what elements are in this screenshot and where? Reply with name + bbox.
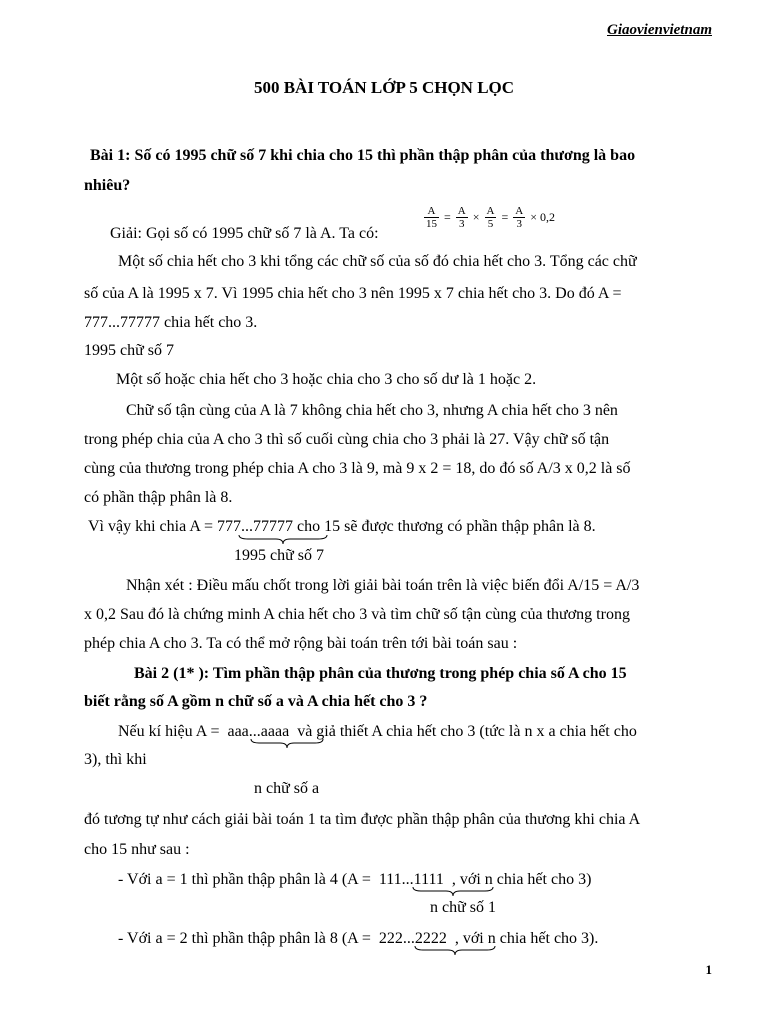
paragraph-line (88, 517, 596, 537)
paragraph-line: cùng của thương trong phép chia A cho 3 là 9, mà 9 x 2 = 18, do đó số A/3 x 0,2 là số (84, 460, 631, 477)
braced-number: 111...1111 (378, 871, 444, 888)
header-brand: Giaovienvietnam (607, 22, 712, 38)
problem2-line1: Bài 2 (1* ): Tìm phần thập phân của thương trong phép chia số A cho 15 (134, 665, 627, 682)
fraction-denominator: 15 (426, 218, 437, 230)
paragraph-line: số của A là 1995 x 7. Vì 1995 chia hết cho 3 nên 1995 x 7 chia hết cho 3. Do đó A = (84, 285, 622, 302)
text-segment: , với n chia hết cho 3) (451, 871, 592, 888)
text-segment: - Với a = 1 thì phần thập phân là 4 (A = (118, 871, 371, 888)
paragraph-line: có phần thập phân là 8. (84, 489, 233, 506)
underbrace (412, 886, 494, 898)
paragraph-line: Một số chia hết cho 3 khi tổng các chữ số của số đó chia hết cho 3. Tổng các chữ (118, 253, 637, 270)
paragraph-line: Chữ số tận cùng của A là 7 không chia hết cho 3, nhưng A chia hết cho 3 nên (126, 402, 618, 419)
underbrace (238, 534, 328, 546)
paragraph-line: Một số hoặc chia hết cho 3 hoặc chia cho 3 cho số dư là 1 hoặc 2. (116, 371, 537, 388)
paragraph-line (118, 722, 637, 742)
text-segment: 7 cho 15 sẽ được thương có phần thập phân là 8. (285, 518, 596, 535)
paragraph-line: trong phép chia của A cho 3 thì số cuối cùng chia cho 3 phải là 27. Vậy chữ số tận (84, 431, 610, 448)
equals-sign: = (501, 210, 509, 224)
formula (424, 205, 556, 230)
paragraph-line: phép chia A cho 3. Ta có thể mở rộng bài toán trên tới bài toán sau : (84, 635, 518, 652)
paragraph-line: 777...77777 chia hết cho 3. (84, 314, 258, 331)
braced-number: aaa...aaaa (227, 723, 290, 740)
times-factor: × 0,2 (530, 210, 555, 224)
paragraph-line: đó tương tự như cách giải bài toán 1 ta tìm được phần thập phân của thương khi chia A (84, 811, 641, 828)
paragraph-line: Nhận xét : Điều mấu chốt trong lời giải bài toán trên là việc biến đổi A/15 = A/3 (126, 577, 640, 594)
solution1-intro: Giải: Gọi số có 1995 chữ số 7 là A. Ta có: (110, 225, 379, 242)
paragraph-line: cho 15 như sau : (84, 841, 190, 858)
problem1-line2: nhiêu? (84, 177, 131, 194)
paragraph-line: 1995 chữ số 7 (84, 342, 174, 359)
underbrace-label: n chữ số 1 (430, 899, 496, 916)
fraction-denominator: 3 (459, 218, 465, 230)
text-segment: - Với a = 2 thì phần thập phân là 8 (A = (118, 930, 371, 947)
fraction-numerator: A (515, 205, 524, 217)
fraction-a-over-5 (485, 205, 497, 230)
text-segment: và giả thiết A chia hết cho 3 (tức là n x a chia hết cho (297, 723, 637, 740)
case-line (118, 870, 591, 890)
problem2-line2: biết rằng số A gồm n chữ số a và A chia hết cho 3 ? (84, 693, 428, 710)
problem1-line1: Bài 1: Số có 1995 chữ số 7 khi chia cho 15 thì phần thập phân của thương là bao (90, 147, 636, 164)
page-title: 500 BÀI TOÁN LỚP 5 CHỌN LỌC (253, 78, 515, 97)
underbrace-label: 1995 chữ số 7 (234, 547, 324, 564)
fraction-numerator: A (457, 205, 466, 217)
fraction-a-over-3 (456, 205, 468, 230)
fraction-denominator: 5 (487, 218, 494, 230)
fraction-numerator: A (486, 205, 495, 217)
fraction-numerator: A (424, 205, 439, 218)
underbrace-label: n chữ số a (254, 780, 320, 797)
times-sign: × (472, 210, 480, 224)
page-number: 1 (705, 962, 712, 977)
paragraph-line: 3), thì khi (84, 751, 147, 768)
text-segment: Vì vậy khi chia A = 7 (88, 518, 226, 535)
equals-sign: = (444, 210, 451, 224)
fraction-denominator: 3 (516, 218, 522, 230)
fraction-a-over-3 (513, 205, 525, 230)
braced-number: 77...7777 (225, 518, 286, 535)
braced-number: 222...2222 (378, 930, 447, 947)
paragraph-line: x 0,2 Sau đó là chứng minh A chia hết cho 3 và tìm chữ số tận cùng của thương trong (84, 606, 630, 623)
text-segment: Nếu kí hiệu A = (118, 723, 220, 740)
text-segment: , với n chia hết cho 3). (454, 930, 599, 947)
underbrace (414, 945, 496, 957)
underbrace (250, 738, 324, 750)
case-line (118, 929, 598, 949)
fraction-a-over-15 (424, 205, 439, 230)
